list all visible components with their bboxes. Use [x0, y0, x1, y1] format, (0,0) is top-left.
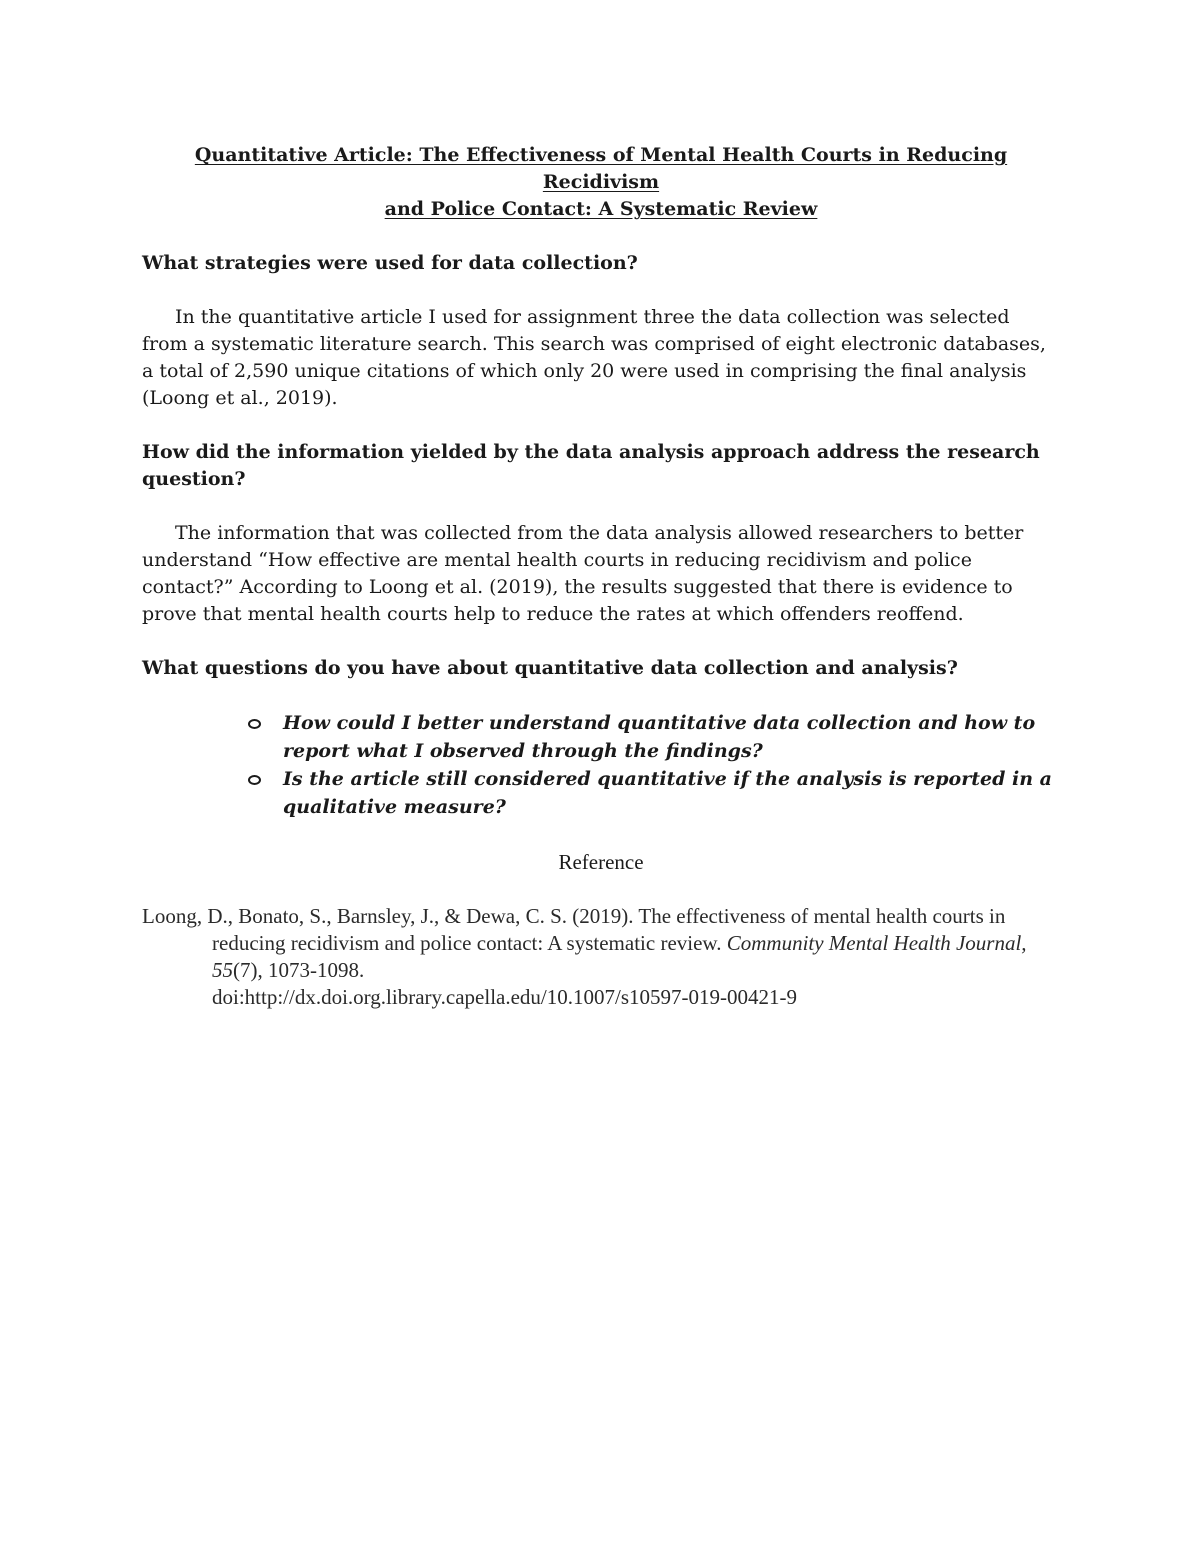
question-text: Is the article still considered quantitative if the analysis is reported in a qualitative measure? [283, 768, 1052, 818]
reference-issue: (7), 1073-1098. [233, 958, 365, 982]
circle-bullet-icon [248, 719, 261, 729]
reference-entry [142, 903, 1060, 1011]
section-2-heading: How did the information yielded by the data analysis approach address the research question? [142, 441, 1040, 490]
reference-journal: Community Mental Health Journal, 55 [212, 931, 1027, 982]
question-list [142, 709, 1060, 821]
question-text: How could I better understand quantitative data collection and how to report what I observed through the findings? [283, 712, 1036, 762]
title-line-1: Quantitative Article: The Effectiveness of Mental Health Courts in Reducing Recidivism [194, 144, 1008, 193]
circle-bullet-icon [248, 775, 261, 785]
title-line-2: and Police Contact: A Systematic Review [384, 198, 818, 220]
reference-doi: doi:http://dx.doi.org.library.capella.edu/10.1007/s10597-019-00421-9 [212, 985, 797, 1009]
section-2-body: The information that was collected from the data analysis allowed researchers to better understand “How effective are mental health courts in reducing recidivism and police contact?” According to Loong et al. (2019), the results suggested that there is evidence to prove that mental health courts help to reduce the rates at which offenders reoffend. [142, 522, 1024, 625]
section-1-body: In the quantitative article I used for assignment three the data collection was selected from a systematic literature search. This search was comprised of eight electronic databases, a total of 2,590 unique citations of which only 20 were used in comprising the final analysis (Loong et al., 2019). [142, 306, 1046, 409]
list-item [142, 765, 1060, 821]
document-page [142, 142, 1060, 1011]
document-title [142, 142, 1060, 223]
section-1-heading: What strategies were used for data collection? [142, 252, 638, 274]
reference-heading: Reference [558, 850, 644, 874]
list-item [142, 709, 1060, 765]
section-3-heading: What questions do you have about quantitative data collection and analysis? [142, 657, 958, 679]
reference-authors: Loong, D., Bonato, S., Barnsley, J., & Dewa, C. S. (2019). The effectiveness of mental health courts in reducing recidivism and police contact: A systematic review. [142, 904, 1006, 955]
